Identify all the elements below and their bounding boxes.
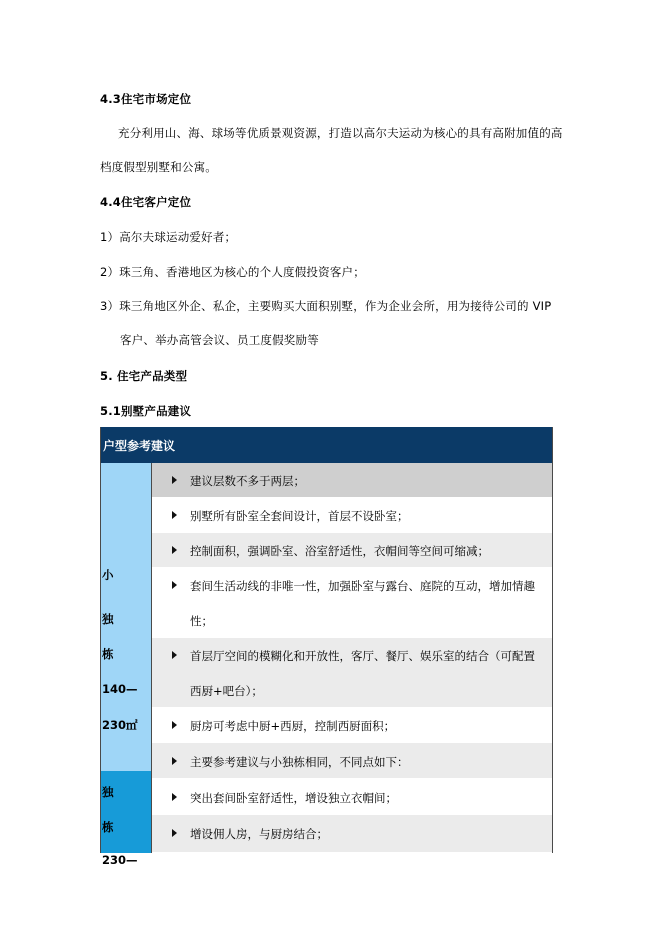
villa-type-cell bbox=[101, 771, 152, 867]
table-row bbox=[152, 708, 552, 743]
type-label-char: 小 bbox=[102, 568, 114, 582]
bullet-arrow-icon bbox=[172, 757, 177, 765]
section-5-heading: 5. 住宅产品类型 bbox=[100, 369, 188, 383]
table-row bbox=[152, 638, 552, 708]
bullet-arrow-icon bbox=[172, 546, 177, 554]
villa-suggestion-table bbox=[100, 427, 553, 867]
table-row bbox=[152, 533, 552, 568]
row-text: 突出套间卧室舒适性，增设独立衣帽间； bbox=[190, 791, 397, 805]
client-list-item: 2）珠三角、香港地区为核心的个人度假投资客户； bbox=[100, 265, 365, 279]
table-header: 户型参考建议 bbox=[101, 427, 552, 463]
row-text-continuation: 西厨+吧台）； bbox=[190, 684, 263, 698]
bullet-arrow-icon bbox=[172, 476, 177, 484]
section-5-1-heading: 5.1别墅产品建议 bbox=[100, 404, 192, 418]
table-row bbox=[152, 463, 552, 498]
area-range-end: 230㎡ bbox=[102, 718, 138, 732]
area-range-start: 140— bbox=[102, 682, 138, 696]
section-4-3-paragraph-line-2: 档度假型别墅和公寓。 bbox=[100, 160, 217, 174]
row-text: 厨房可考虑中厨+西厨，控制西厨面积； bbox=[190, 719, 396, 733]
section-4-4-heading: 4.4住宅客户定位 bbox=[100, 195, 192, 209]
type-label-char: 栋 bbox=[102, 820, 114, 834]
row-text: 建议层数不多于两层； bbox=[190, 474, 305, 488]
table-row bbox=[152, 779, 552, 815]
table-row bbox=[152, 568, 552, 638]
bullet-arrow-icon bbox=[172, 793, 177, 801]
row-text: 增设佣人房，与厨房结合； bbox=[190, 827, 328, 841]
table-row bbox=[152, 815, 552, 853]
row-text: 首层厅空间的模糊化和开放性，客厅、餐厅、娱乐室的结合（可配置 bbox=[190, 649, 535, 663]
table-row bbox=[152, 498, 552, 533]
bullet-arrow-icon bbox=[172, 651, 177, 659]
row-text-continuation: 性； bbox=[190, 614, 213, 628]
row-text: 别墅所有卧室全套间设计，首层不设卧室； bbox=[190, 509, 409, 523]
small-villa-type-cell bbox=[101, 463, 152, 771]
bullet-arrow-icon bbox=[172, 829, 177, 837]
section-4-3-paragraph-line-1: 充分利用山、海、球场等优质景观资源，打造以高尔夫运动为核心的具有高附加值的高 bbox=[118, 126, 563, 140]
type-label-char: 栋 bbox=[102, 647, 114, 661]
bullet-arrow-icon bbox=[172, 581, 177, 589]
type-label-char: 独 bbox=[102, 612, 114, 626]
row-text: 控制面积，强调卧室、浴室舒适性，衣帽间等空间可缩减； bbox=[190, 544, 489, 558]
row-text: 套间生活动线的非唯一性，加强卧室与露台、庭院的互动，增加情趣 bbox=[190, 579, 535, 593]
area-range-start: 230— bbox=[102, 853, 138, 867]
client-list-item-continuation: 客户、举办高管会议、员工度假奖励等 bbox=[120, 333, 319, 347]
type-label-char: 独 bbox=[102, 785, 114, 799]
bullet-arrow-icon bbox=[172, 721, 177, 729]
client-list-item: 1）高尔夫球运动爱好者； bbox=[100, 230, 237, 244]
section-4-3-heading: 4.3住宅市场定位 bbox=[100, 92, 192, 106]
table-row bbox=[152, 743, 552, 779]
row-text: 主要参考建议与小独栋相同，不同点如下： bbox=[190, 755, 409, 769]
client-list-item: 3）珠三角地区外企、私企，主要购买大面积别墅，作为企业会所，用为接待公司的 VIP bbox=[100, 299, 552, 313]
bullet-arrow-icon bbox=[172, 511, 177, 519]
